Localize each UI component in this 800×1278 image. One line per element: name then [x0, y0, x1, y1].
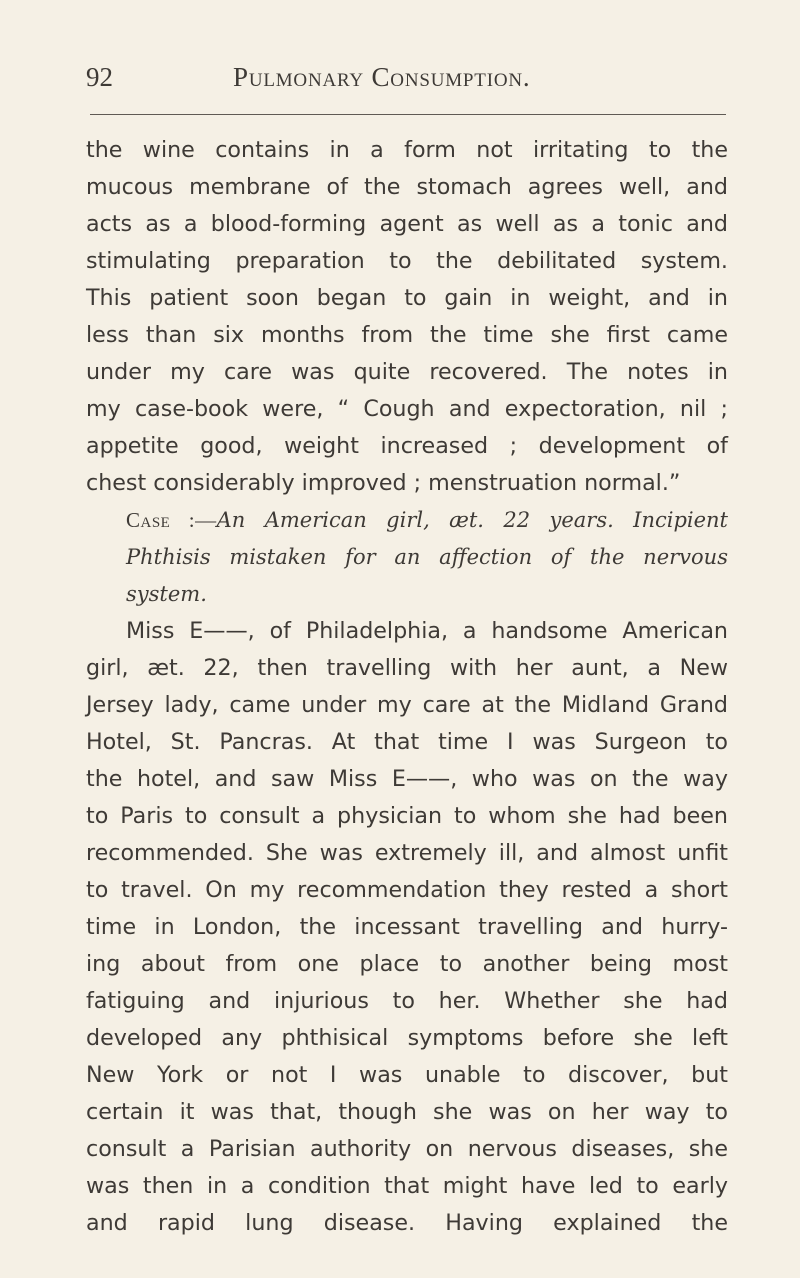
text-line: ing about from one place to another being most [86, 951, 728, 977]
text-line: Jersey lady, came under my care at the Midland Grand [86, 692, 728, 718]
case-heading-line-1 [86, 502, 728, 539]
text-line: Miss E——, of Philadelphia, a handsome American [126, 618, 728, 644]
text-line: acts as a blood-forming agent as well as a tonic and [86, 211, 728, 237]
text-line: This patient soon began to gain in weight, and in [86, 285, 728, 311]
text-line: to travel. On my recommendation they rested a short [86, 877, 728, 903]
case-heading-line-2: Phthisis mistaken for an affection of the nervous [126, 545, 728, 569]
text-line: my case-book were, “ Cough and expectoration, nil ; [86, 396, 728, 422]
text-line: chest considerably improved ; menstruation normal.” [86, 470, 681, 496]
running-title: Pulmonary Consumption. [233, 62, 531, 92]
text-line: the hotel, and saw Miss E——, who was on the way [86, 766, 728, 792]
case-heading-text-1: An American girl, æt. 22 years. Incipient [216, 508, 728, 532]
text-line: under my care was quite recovered. The notes in [86, 359, 728, 385]
text-line: recommended. She was extremely ill, and almost unfit [86, 840, 728, 866]
text-line: mucous membrane of the stomach agrees well, and [86, 174, 728, 200]
text-line: was then in a condition that might have led to early [86, 1173, 728, 1199]
text-line: Hotel, St. Pancras. At that time I was Surgeon to [86, 729, 728, 755]
text-line: time in London, the incessant travelling and hurry- [86, 914, 728, 940]
text-line: less than six months from the time she first came [86, 322, 728, 348]
text-line: to Paris to consult a physician to whom she had been [86, 803, 728, 829]
text-line: the wine contains in a form not irritating to the [86, 137, 728, 163]
text-line: certain it was that, though she was on her way to [86, 1099, 728, 1125]
text-line: appetite good, weight increased ; development of [86, 433, 728, 459]
page-number: 92 [86, 62, 113, 92]
page-header [86, 62, 726, 112]
body-text [86, 132, 728, 1242]
text-line: stimulating preparation to the debilitated system. [86, 248, 728, 274]
text-line: girl, æt. 22, then travelling with her aunt, a New [86, 655, 728, 681]
text-line: developed any phthisical symptoms before she left [86, 1025, 728, 1051]
text-line: and rapid lung disease. Having explained the [86, 1210, 728, 1236]
case-heading-line-3: system. [126, 582, 207, 606]
header-rule [90, 114, 726, 115]
text-line: New York or not I was unable to discover, but [86, 1062, 728, 1088]
text-line: fatiguing and injurious to her. Whether she had [86, 988, 728, 1014]
text-line: consult a Parisian authority on nervous diseases, she [86, 1136, 728, 1162]
case-label: Case :— [126, 508, 217, 532]
